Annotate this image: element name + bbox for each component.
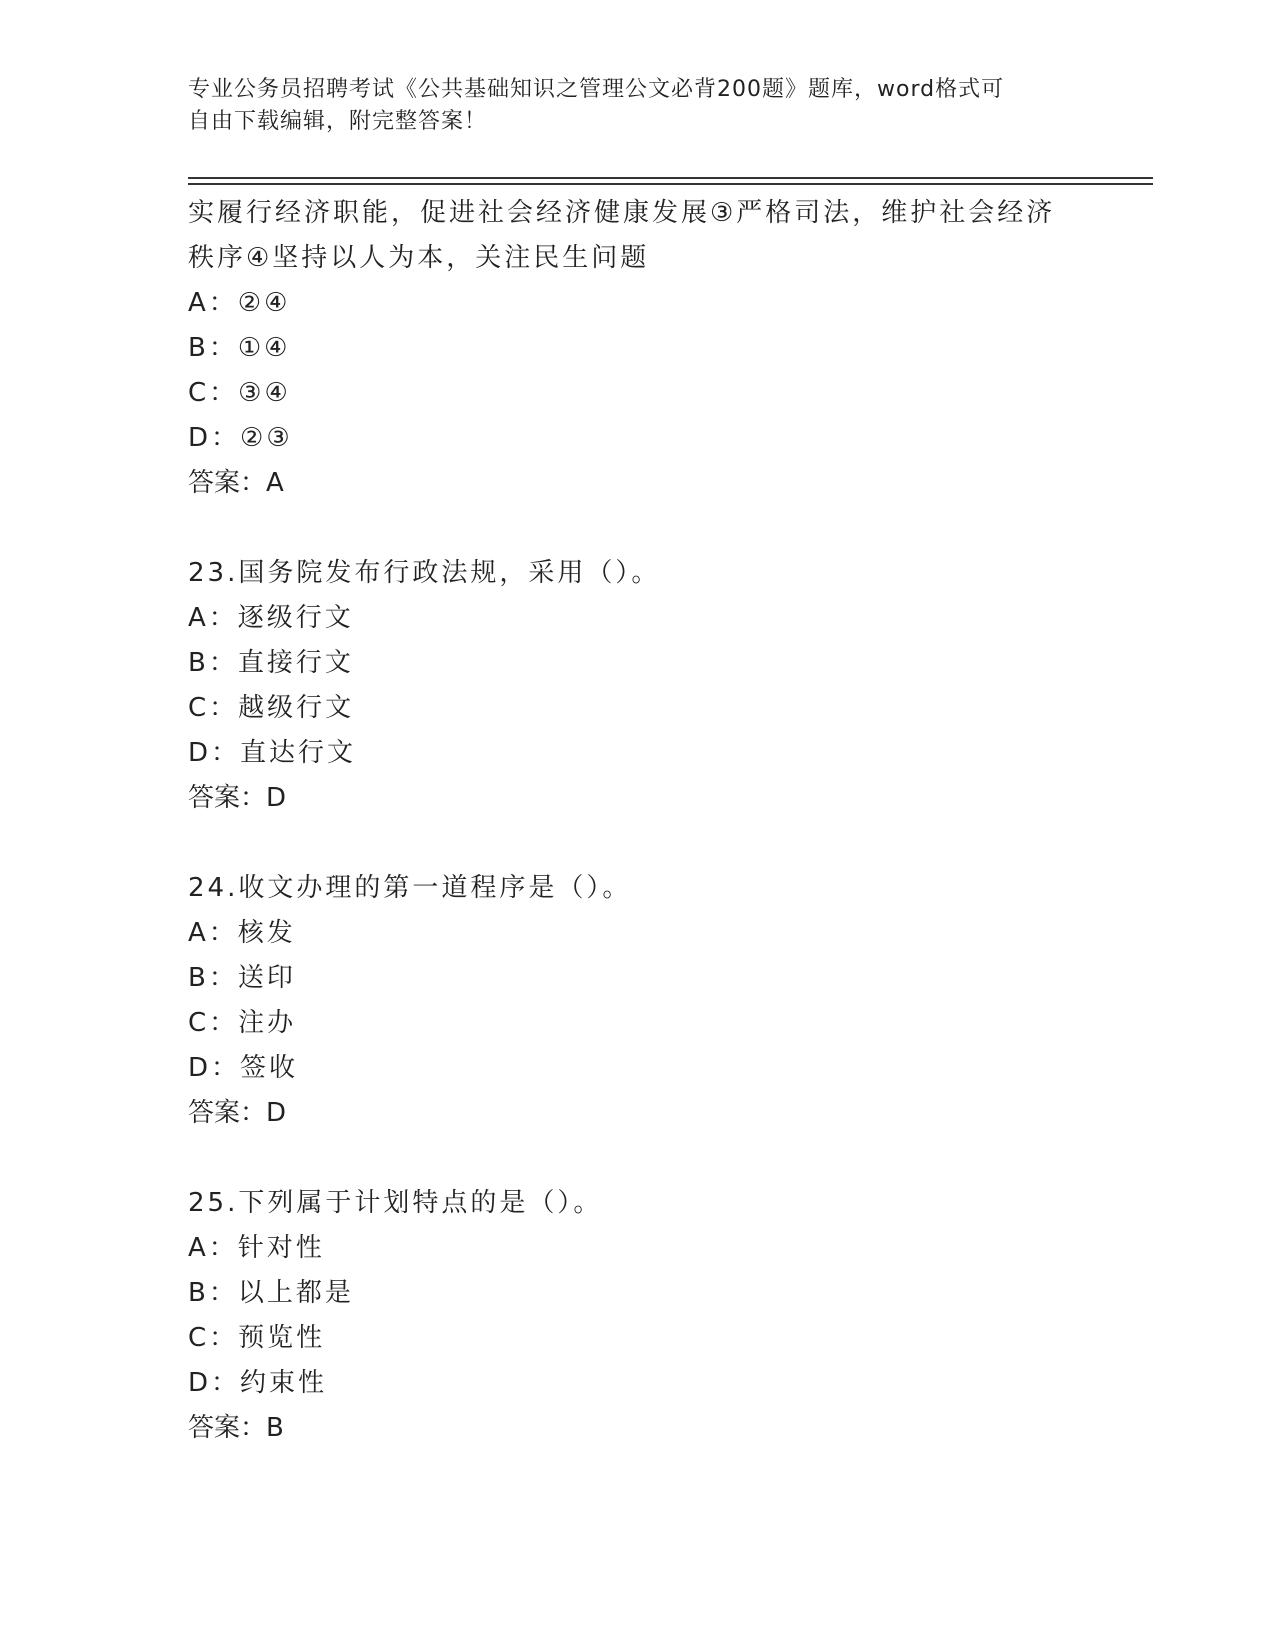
- document-header: [188, 74, 1068, 138]
- option-b: B：送印: [188, 963, 296, 993]
- option-d: D：②③: [188, 423, 293, 453]
- continued-question: [188, 191, 1088, 506]
- question-spacer: [188, 821, 1088, 866]
- option-a: A：②④: [188, 288, 291, 318]
- answer-line: 答案：B: [188, 1413, 284, 1443]
- option-b: B：以上都是: [188, 1278, 354, 1308]
- option-c: C：越级行文: [188, 693, 355, 723]
- header-rule-bottom: [188, 183, 1153, 185]
- question-stem: 25.下列属于计划特点的是（）。: [188, 1188, 603, 1218]
- answer-line: 答案：D: [188, 1098, 287, 1128]
- option-c: C：预览性: [188, 1323, 326, 1353]
- question-spacer: [188, 506, 1088, 551]
- answer-line: 答案：A: [188, 468, 284, 498]
- question-25: [188, 1181, 1088, 1451]
- option-d: D：约束性: [188, 1368, 328, 1398]
- question-23: [188, 551, 1088, 821]
- question-text-line: 秩序④坚持以人为本，关注民生问题: [188, 243, 650, 273]
- option-b: B：①④: [188, 333, 291, 363]
- option-b: B：直接行文: [188, 648, 354, 678]
- question-text-line: 实履行经济职能，促进社会经济健康发展③严格司法，维护社会经济: [188, 198, 1056, 228]
- option-d: D：直达行文: [188, 738, 357, 768]
- header-rule-top: [188, 177, 1153, 179]
- question-list: [188, 191, 1088, 1451]
- header-line-1: 专业公务员招聘考试《公共基础知识之管理公文必背200题》题库，word格式可: [188, 77, 1005, 102]
- answer-line: 答案：D: [188, 783, 287, 813]
- question-24: [188, 866, 1088, 1136]
- option-d: D：签收: [188, 1053, 299, 1083]
- option-a: A：逐级行文: [188, 603, 354, 633]
- option-c: C：注办: [188, 1008, 297, 1038]
- question-stem: 23.国务院发布行政法规，采用（）。: [188, 558, 661, 588]
- option-a: A：核发: [188, 918, 296, 948]
- option-a: A：针对性: [188, 1233, 325, 1263]
- question-spacer: [188, 1136, 1088, 1181]
- question-stem: 24.收文办理的第一道程序是（）。: [188, 873, 632, 903]
- header-line-2: 自由下载编辑，附完整答案！: [188, 109, 488, 134]
- option-c: C：③④: [188, 378, 291, 408]
